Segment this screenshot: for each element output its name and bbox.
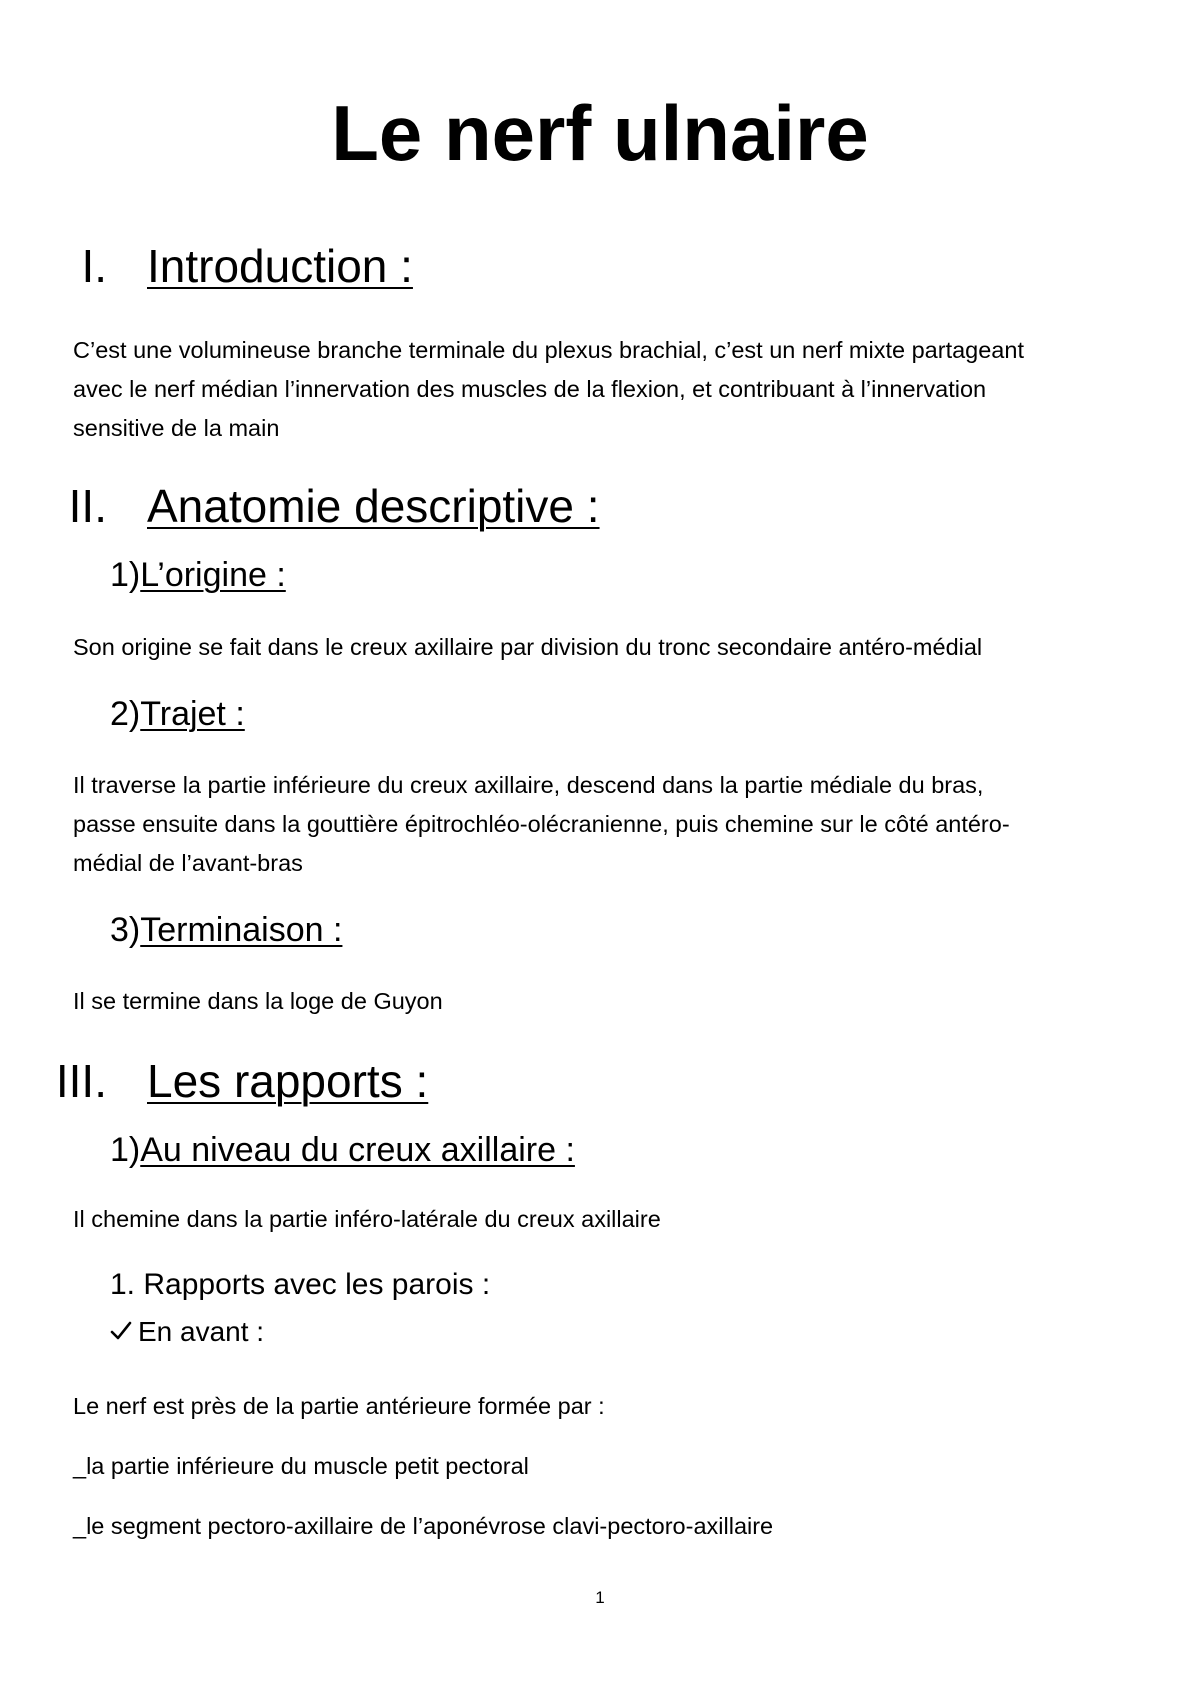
trajet-paragraph bbox=[73, 766, 1133, 883]
subsection-heading-creux-axillaire bbox=[110, 1130, 575, 1170]
subsection-heading-trajet bbox=[110, 694, 245, 734]
paragraph-line: Il chemine dans la partie inféro-latérale du creux axillaire bbox=[73, 1206, 661, 1232]
list-item-rapports-parois: 1. Rapports avec les parois : bbox=[110, 1268, 491, 1301]
checklist-item-en-avant bbox=[110, 1314, 264, 1350]
page-number: 1 bbox=[595, 1588, 605, 1607]
subsection-title: Trajet : bbox=[140, 695, 245, 733]
section-title: Anatomie descriptive : bbox=[147, 480, 600, 532]
check-icon bbox=[110, 1314, 138, 1350]
creux-axillaire-paragraph bbox=[73, 1200, 1133, 1239]
checklist-label: En avant : bbox=[138, 1316, 265, 1347]
introduction-paragraph bbox=[73, 331, 1133, 448]
section-title: Les rapports : bbox=[147, 1055, 429, 1107]
paragraph-line: passe ensuite dans la gouttière épitrochléo-olécranienne, puis chemine sur le côté antéro- bbox=[73, 811, 1010, 837]
subsection-number: 3) bbox=[110, 911, 141, 949]
paragraph-line: Le nerf est près de la partie antérieure formée par : bbox=[73, 1393, 605, 1419]
paragraph-line: C’est une volumineuse branche terminale du plexus brachial, c’est un nerf mixte partageant bbox=[73, 337, 1024, 363]
document-title: Le nerf ulnaire bbox=[331, 89, 869, 177]
paragraph-line: sensitive de la main bbox=[73, 415, 280, 441]
paragraph-line: _le segment pectoro-axillaire de l’aponévrose clavi-pectoro-axillaire bbox=[73, 1513, 774, 1539]
terminaison-paragraph bbox=[73, 982, 1133, 1021]
subsection-heading-origine bbox=[110, 555, 286, 595]
section-number: III. bbox=[55, 1055, 107, 1107]
section-number: I. bbox=[81, 240, 107, 292]
subsection-title: L’origine : bbox=[140, 556, 286, 594]
subsection-heading-terminaison bbox=[110, 910, 342, 950]
paragraph-line: avec le nerf médian l’innervation des muscles de la flexion, et contribuant à l’innervation bbox=[73, 376, 987, 402]
origine-paragraph bbox=[73, 628, 1133, 667]
subsection-number: 1) bbox=[110, 556, 141, 594]
subsection-number: 2) bbox=[110, 695, 141, 733]
paragraph-line: Il traverse la partie inférieure du creux axillaire, descend dans la partie médiale du bras, bbox=[73, 772, 984, 798]
paragraph-line: _la partie inférieure du muscle petit pectoral bbox=[73, 1453, 529, 1479]
section-heading-anatomie bbox=[0, 479, 1200, 533]
section-title: Introduction : bbox=[147, 240, 413, 292]
section-number: II. bbox=[68, 480, 107, 532]
paragraph-line: médial de l’avant-bras bbox=[73, 850, 303, 876]
section-heading-rapports bbox=[0, 1054, 1200, 1108]
section-heading-introduction bbox=[0, 239, 1200, 293]
subsection-title: Terminaison : bbox=[140, 911, 343, 949]
paragraph-line: Son origine se fait dans le creux axillaire par division du tronc secondaire antéro-médial bbox=[73, 634, 983, 660]
paragraph-line: Il se termine dans la loge de Guyon bbox=[73, 988, 443, 1014]
rapports-list bbox=[73, 1376, 1133, 1556]
subsection-title: Au niveau du creux axillaire : bbox=[140, 1131, 575, 1169]
subsection-number: 1) bbox=[110, 1131, 141, 1169]
